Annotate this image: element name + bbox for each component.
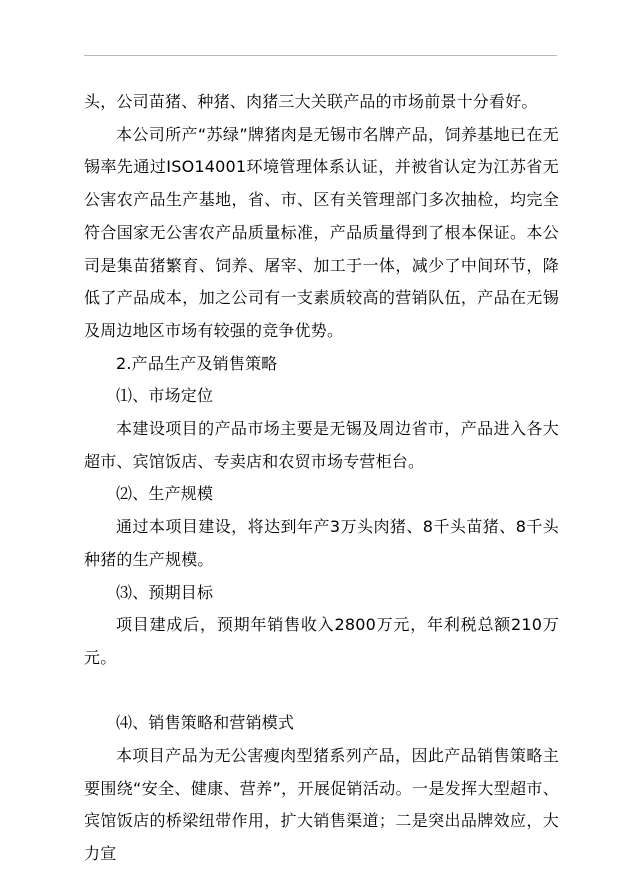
paragraph-company-product: 本公司所产“苏绿”牌猪肉是无锡市名牌产品，饲养基地已在无锡率先通过ISO14001环境管理体系认证，并被省认定为江苏省无公害农产品生产基地，省、市、区有关管理部门多次抽检，均完全符合国家无公害农产品质量标准，产品质量得到了根本保证。本公司是集苗猪繁育、饲养、屠宰、加工于一体，减少了中间环节，降低了产品成本，加之公司有一支素质较高的营销队伍，产品在无锡及周边地区市场有较强的竞争优势。 [84, 124, 559, 340]
paragraph-spacer [84, 675, 559, 708]
paragraph-production-scale: 通过本项目建设，将达到年产3万头肉猪、8千头苗猪、8千头种猪的生产规模。 [84, 517, 559, 569]
subheading-market-positioning: ⑴、市场定位 [116, 386, 214, 406]
subheading-sales-strategy: ⑷、销售策略和营销模式 [116, 713, 295, 733]
document-body [84, 86, 559, 871]
section-heading-production-sales: 2.产品生产及销售策略 [116, 353, 278, 373]
subheading-production-scale: ⑵、生产规模 [116, 484, 214, 504]
header-rule [84, 55, 557, 56]
paragraph-market-positioning: 本建设项目的产品市场主要是无锡及周边省市，产品进入各大超市、宾馆饭店、专卖店和农贸市场专营柜台。 [84, 419, 559, 471]
paragraph-sales-strategy: 本项目产品为无公害瘦肉型猪系列产品，因此产品销售策略主要围绕“安全、健康、营养”，开展促销活动。一是发挥大型超市、宾馆饭店的桥梁纽带作用，扩大销售渠道；二是突出品牌效应，大力宣 [84, 746, 559, 864]
subheading-expected-target: ⑶、预期目标 [116, 582, 214, 602]
paragraph-continuation: 头，公司苗猪、种猪、肉猪三大关联产品的市场前景十分看好。 [84, 92, 538, 111]
paragraph-expected-target: 项目建成后，预期年销售收入2800万元，年利税总额210万元。 [84, 615, 559, 667]
